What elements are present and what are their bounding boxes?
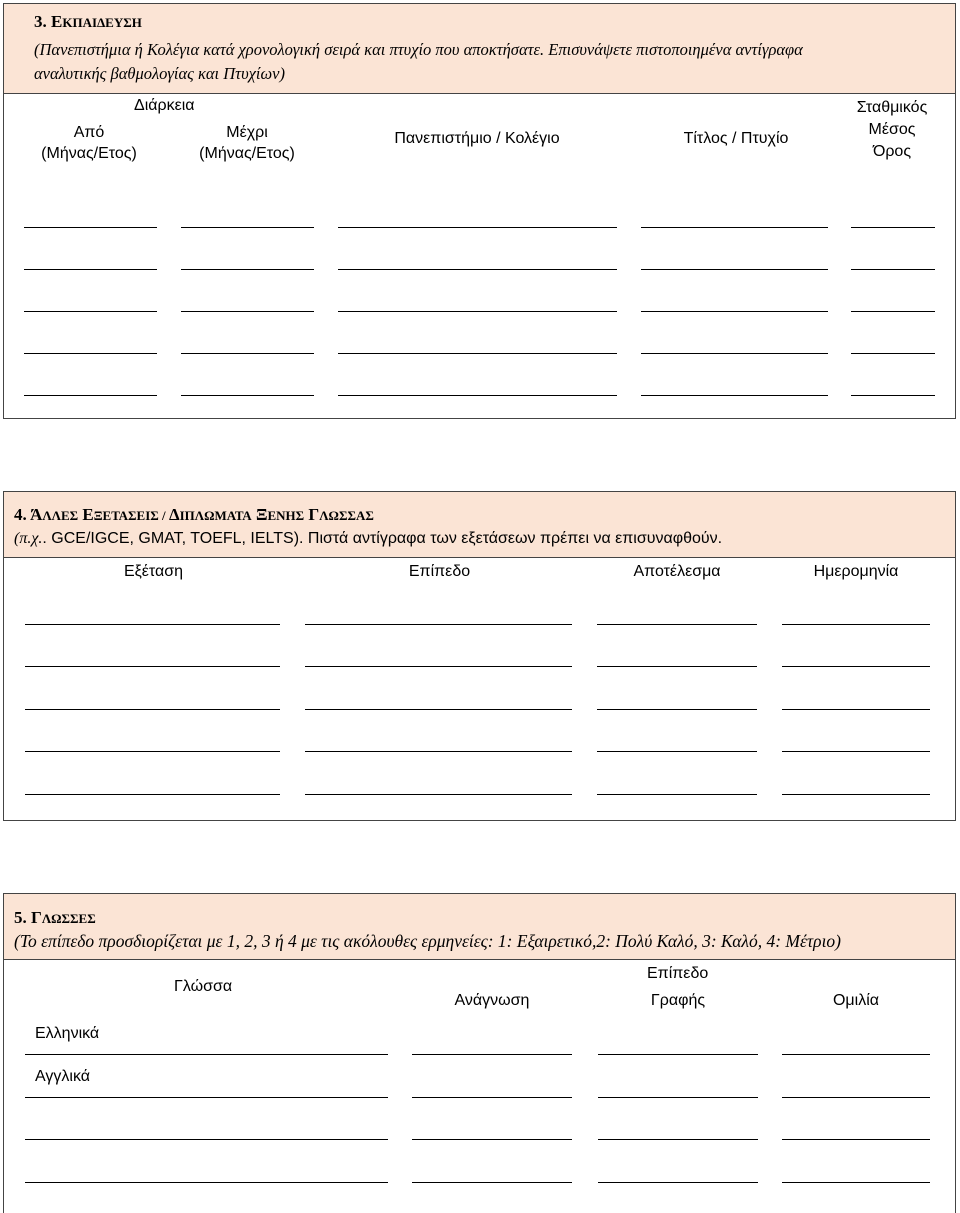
education-field-line-r2-c5[interactable] — [851, 269, 935, 270]
exams-field-line-r5-c3[interactable] — [597, 794, 757, 795]
exams-field-line-r4-c2[interactable] — [305, 751, 572, 752]
languages-field-line-r2-c4[interactable] — [782, 1097, 930, 1098]
exams-note: (π.χ.. GCE/IGCE, GMAT, TOEFL, IELTS). Πιστά αντίγραφα των εξετάσεων πρέπει να επισυναφθούν. — [14, 530, 723, 547]
education-field-line-r1-c1[interactable] — [24, 227, 157, 228]
education-field-line-r1-c4[interactable] — [641, 227, 828, 228]
education-field-line-r5-c2[interactable] — [181, 395, 314, 396]
university-label: Πανεπιστήμιο / Κολέγιο — [394, 130, 560, 147]
exams-field-line-r1-c1[interactable] — [25, 624, 280, 625]
exams-field-line-r4-c3[interactable] — [597, 751, 757, 752]
exams-section — [3, 491, 956, 821]
education-field-line-r1-c5[interactable] — [851, 227, 935, 228]
gpa-label: Σταθμικός Μέσος Όρος — [856, 99, 928, 160]
languages-header — [4, 894, 955, 960]
languages-field-line-r4-c2[interactable] — [412, 1182, 572, 1183]
language-level-label: Επίπεδο — [647, 965, 709, 982]
degree-label: Τίτλος / Πτυχίο — [683, 130, 789, 147]
reading-label: Ανάγνωση — [454, 992, 530, 1009]
education-field-line-r3-c3[interactable] — [338, 311, 617, 312]
education-field-line-r3-c5[interactable] — [851, 311, 935, 312]
languages-title: 5. ΓΛΩΣΣΕΣ — [14, 908, 96, 927]
education-field-line-r5-c5[interactable] — [851, 395, 935, 396]
exams-field-line-r3-c1[interactable] — [25, 709, 280, 710]
exams-field-line-r2-c2[interactable] — [305, 666, 572, 667]
languages-field-line-r4-c3[interactable] — [598, 1182, 758, 1183]
exams-field-line-r3-c2[interactable] — [305, 709, 572, 710]
result-label: Αποτέλεσμα — [633, 563, 721, 580]
education-note-line2: αναλυτικής βαθμολογίας και Πτυχίων) — [34, 64, 285, 83]
education-header — [4, 4, 955, 94]
exams-field-line-r5-c4[interactable] — [782, 794, 930, 795]
exams-field-line-r1-c4[interactable] — [782, 624, 930, 625]
exam-label: Εξέταση — [123, 563, 184, 580]
languages-field-line-r3-c1[interactable] — [25, 1139, 388, 1140]
language-row-greek: Ελληνικά — [35, 1025, 100, 1042]
education-field-line-r3-c4[interactable] — [641, 311, 828, 312]
languages-field-line-r4-c4[interactable] — [782, 1182, 930, 1183]
languages-field-line-r1-c2[interactable] — [412, 1054, 572, 1055]
languages-field-line-r1-c3[interactable] — [598, 1054, 758, 1055]
exams-field-line-r5-c2[interactable] — [305, 794, 572, 795]
education-field-line-r5-c3[interactable] — [338, 395, 617, 396]
education-section — [3, 3, 956, 419]
language-label: Γλώσσα — [174, 978, 233, 995]
exams-title: 4. ΆΛΛΕΣ ΕΞΕΤΑΣΕΙΣ / ΔΙΠΛΩΜΑΤΑ ΞΕΝΗΣ ΓΛΩΣΣΑΣ — [14, 505, 374, 524]
languages-field-line-r3-c3[interactable] — [598, 1139, 758, 1140]
education-field-line-r2-c4[interactable] — [641, 269, 828, 270]
duration-label: Διάρκεια — [134, 97, 195, 114]
exams-field-line-r1-c3[interactable] — [597, 624, 757, 625]
education-field-line-r4-c5[interactable] — [851, 353, 935, 354]
education-field-line-r2-c2[interactable] — [181, 269, 314, 270]
languages-field-line-r2-c1[interactable] — [25, 1097, 388, 1098]
education-title: 3. ΕΚΠΑΙΔΕΥΣΗ — [34, 12, 142, 31]
exams-field-line-r4-c4[interactable] — [782, 751, 930, 752]
from-label: Από (Μήνας/Ετος) — [41, 124, 137, 162]
education-field-line-r3-c2[interactable] — [181, 311, 314, 312]
exams-field-line-r2-c1[interactable] — [25, 666, 280, 667]
speaking-label: Ομιλία — [832, 992, 880, 1009]
education-field-line-r1-c2[interactable] — [181, 227, 314, 228]
languages-field-line-r4-c1[interactable] — [25, 1182, 388, 1183]
education-field-line-r4-c2[interactable] — [181, 353, 314, 354]
exams-field-line-r1-c2[interactable] — [305, 624, 572, 625]
education-field-line-r3-c1[interactable] — [24, 311, 157, 312]
languages-field-line-r1-c1[interactable] — [25, 1054, 388, 1055]
exams-field-line-r3-c3[interactable] — [597, 709, 757, 710]
exams-field-line-r2-c4[interactable] — [782, 666, 930, 667]
exams-field-line-r5-c1[interactable] — [25, 794, 280, 795]
education-field-line-r2-c1[interactable] — [24, 269, 157, 270]
education-field-line-r4-c1[interactable] — [24, 353, 157, 354]
exams-field-line-r4-c1[interactable] — [25, 751, 280, 752]
education-field-line-r4-c3[interactable] — [338, 353, 617, 354]
languages-note: (Το επίπεδο προσδιορίζεται με 1, 2, 3 ή 4 με τις ακόλουθες ερμηνείες: 1: Εξαιρετικό,2: Πολύ Καλό, 3: Καλό, 4: Μέτριο) — [14, 931, 842, 951]
education-field-line-r4-c4[interactable] — [641, 353, 828, 354]
exams-field-line-r3-c4[interactable] — [782, 709, 930, 710]
education-field-line-r5-c4[interactable] — [641, 395, 828, 396]
writing-label: Γραφής — [650, 992, 706, 1009]
exams-field-line-r2-c3[interactable] — [597, 666, 757, 667]
level-label: Επίπεδο — [408, 563, 471, 580]
exams-header — [4, 492, 955, 558]
languages-field-line-r1-c4[interactable] — [782, 1054, 930, 1055]
education-field-line-r5-c1[interactable] — [24, 395, 157, 396]
education-note-line1: (Πανεπιστήμια ή Κολέγια κατά χρονολογική σειρά και πτυχίο που αποκτήσατε. Επισυνάψετε πιστοποιημένα αντίγραφα — [34, 40, 803, 59]
languages-field-line-r3-c2[interactable] — [412, 1139, 572, 1140]
languages-field-line-r2-c2[interactable] — [412, 1097, 572, 1098]
date-label: Ημερομηνία — [813, 563, 899, 580]
languages-section — [3, 893, 956, 1213]
to-label: Μέχρι (Μήνας/Ετος) — [199, 124, 295, 162]
education-field-line-r1-c3[interactable] — [338, 227, 617, 228]
languages-field-line-r2-c3[interactable] — [598, 1097, 758, 1098]
languages-field-line-r3-c4[interactable] — [782, 1139, 930, 1140]
language-row-english: Αγγλικά — [35, 1068, 90, 1085]
education-field-line-r2-c3[interactable] — [338, 269, 617, 270]
